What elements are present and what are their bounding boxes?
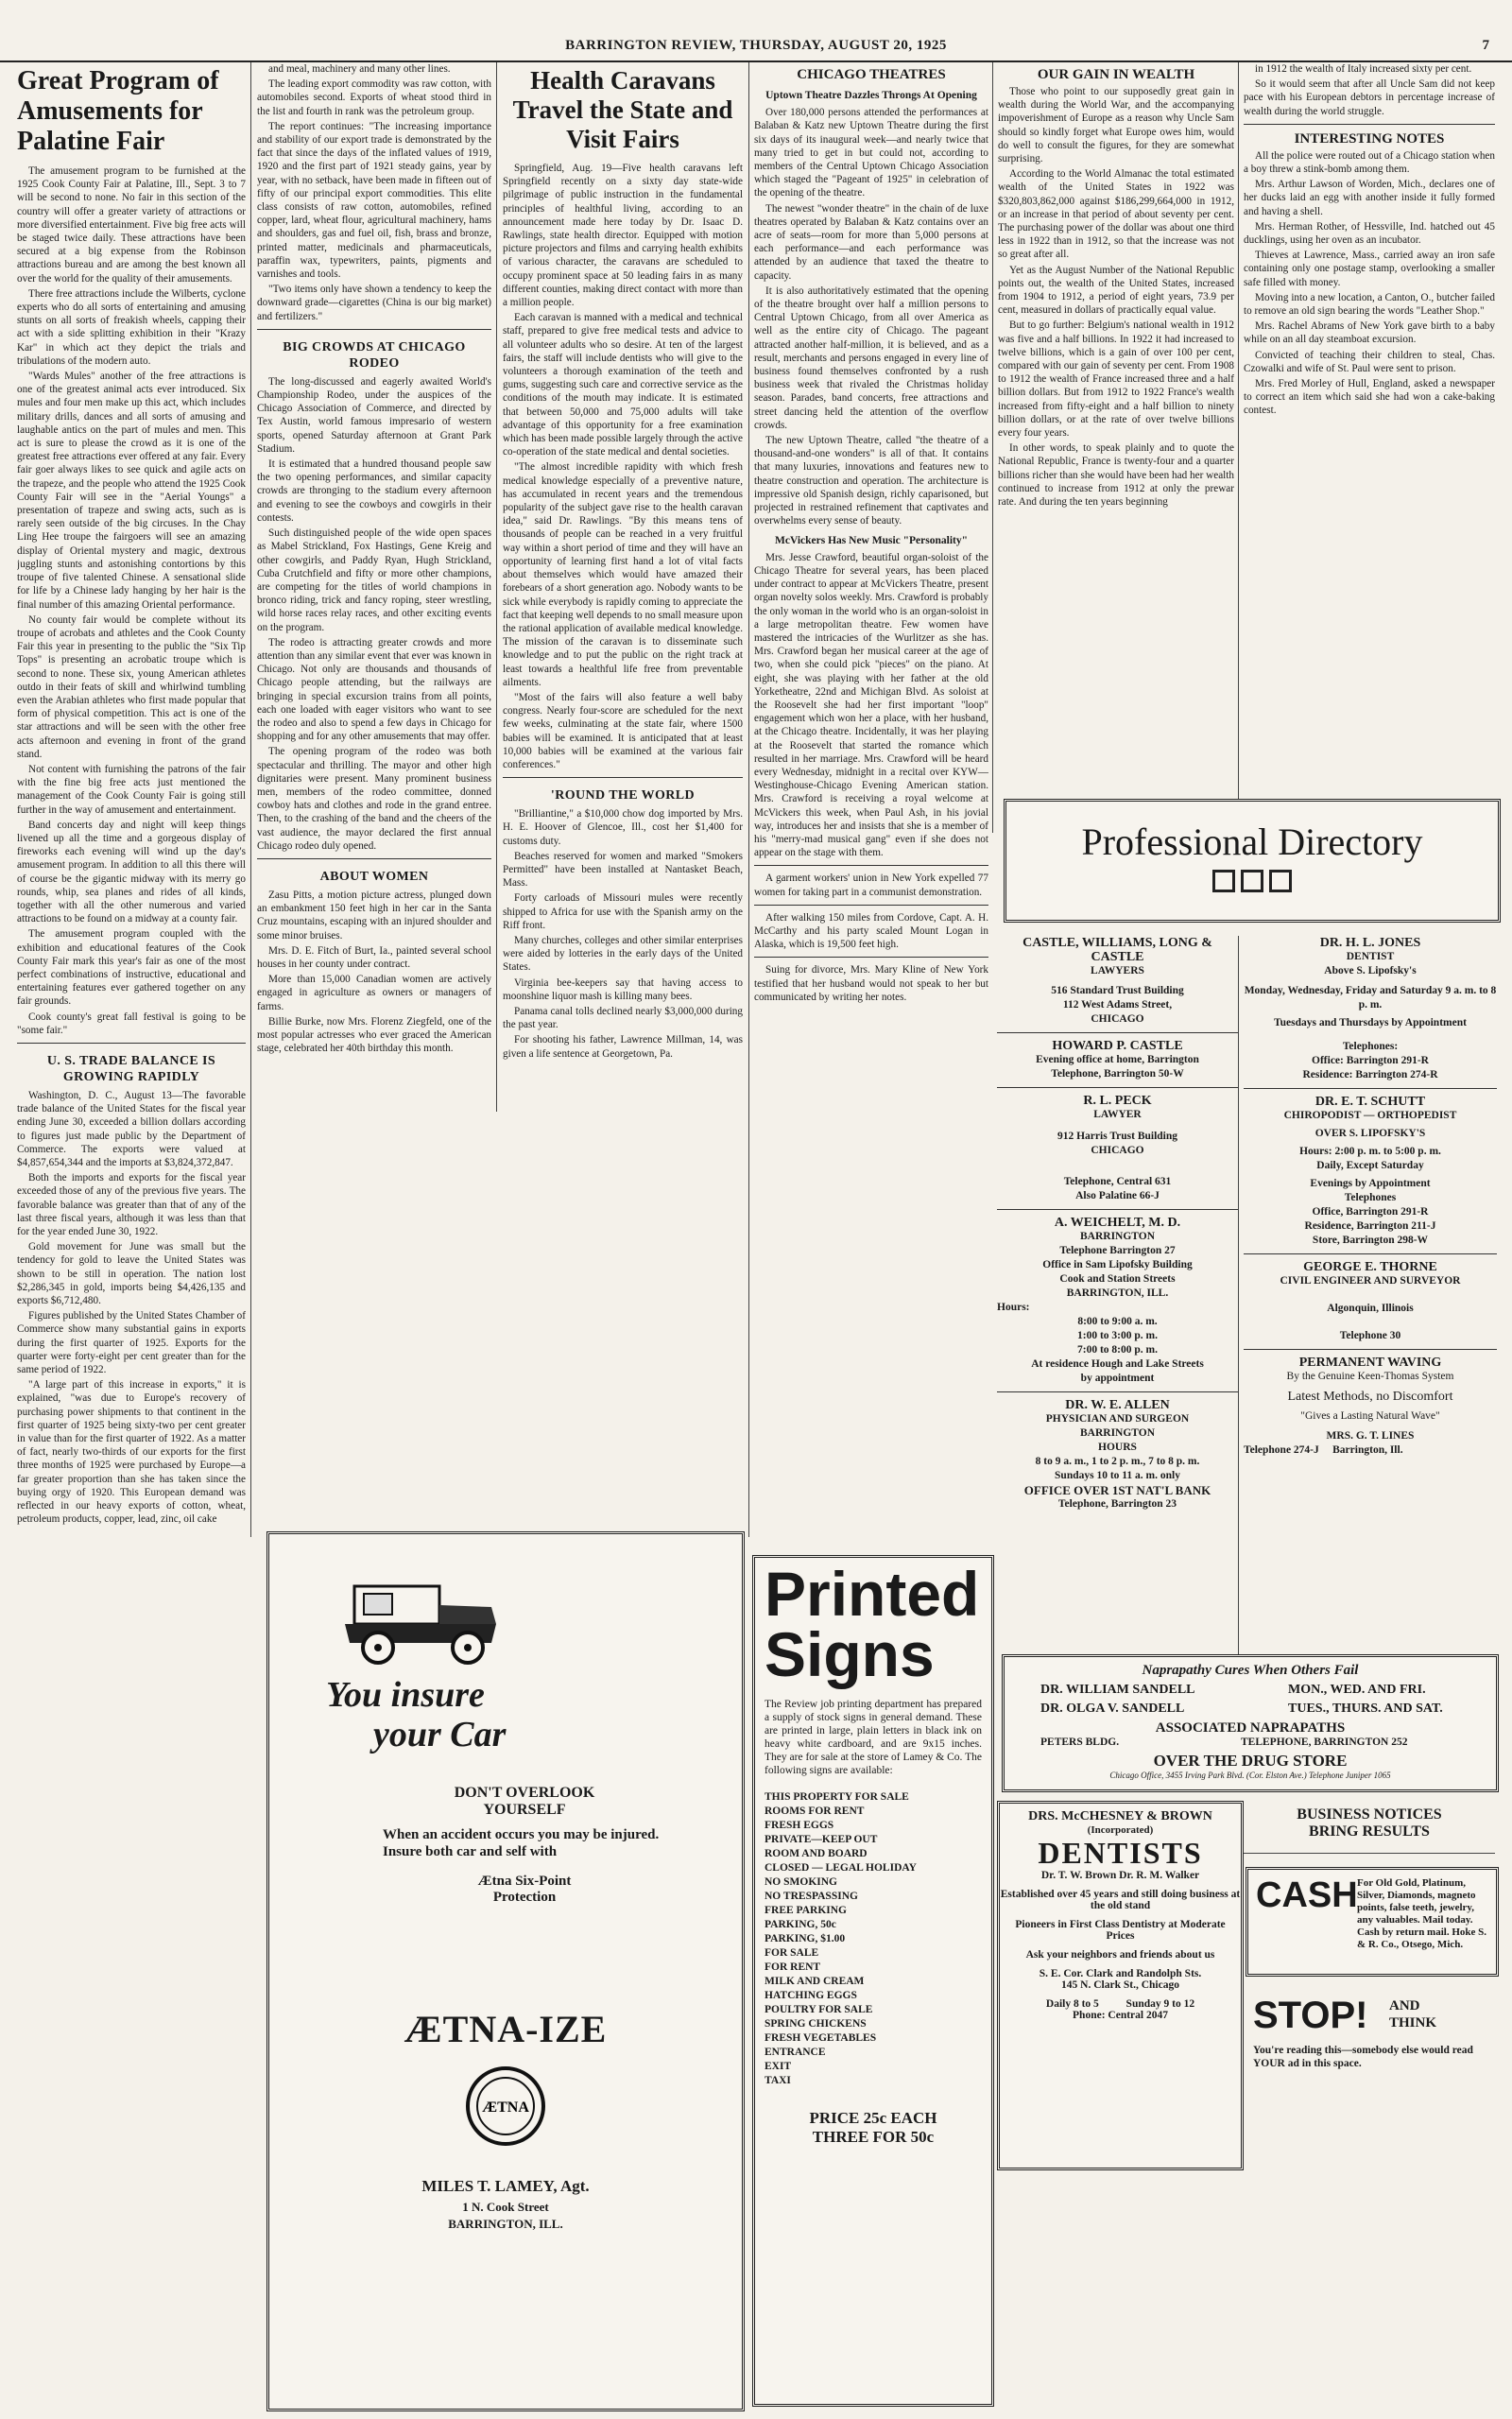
waving-line-3: "Gives a Lasting Natural Wave": [1300, 1410, 1440, 1422]
thorne-telephone: Telephone 30: [1339, 1330, 1401, 1341]
waving-line-2: Latest Methods, no Discomfort: [1287, 1390, 1453, 1404]
paragraph: The new Uptown Theatre, called "the theatre of a thousand-and-one wonders" is all of that. It contains that many luxuries, innovations and features new to theatre construction and operation. The architecture is impressive old Spanish design, richly caparisoned, but projected in restrained refinement that captivates and overwhelms every sense of beauty.: [754, 435, 988, 527]
weichelt-telephone: Telephone Barrington 27: [1059, 1245, 1176, 1256]
schutt-hours: Hours: 2:00 p. m. to 5:00 p. m.: [1299, 1146, 1441, 1157]
aetna-seal-icon: [463, 2064, 548, 2149]
note-item: Mrs. Herman Rother, of Hessville, Ind. hatched out 45 ducklings, using her oven as an incubator.: [1244, 220, 1495, 247]
sign-item: ENTRANCE: [765, 2047, 826, 2058]
paragraph: in 1912 the wealth of Italy increased sixty per cent.: [1255, 63, 1472, 75]
weichelt-hours-2: 1:00 to 3:00 p. m.: [1077, 1330, 1158, 1341]
naprapathy-ad: [1002, 1654, 1499, 1792]
stop-text: You're reading this—somebody else would read YOUR ad in this space.: [1253, 2045, 1473, 2069]
weichelt-residence-1: At residence Hough and Lake Streets: [1031, 1358, 1204, 1370]
peck-telephone-2: Also Palatine 66-J: [1075, 1190, 1160, 1201]
dentists-line-3: Ask your neighbors and friends about us: [1025, 1949, 1215, 1961]
naprapathy-telephone: TELEPHONE, BARRINGTON 252: [1241, 1736, 1408, 1748]
dentists-title: DENTISTS: [1038, 1836, 1203, 1870]
allen-hours-label: HOURS: [1098, 1442, 1137, 1453]
aetna-heading-2: YOURSELF: [483, 1802, 566, 1818]
aetna-product-2: Protection: [492, 1890, 557, 1905]
masthead: [0, 38, 1512, 62]
doctor-1: DR. WILLIAM SANDELL: [1040, 1683, 1195, 1697]
note-item: Mrs. Fred Morley of Hull, England, asked a newspaper to correct an item which said she had won a cake-baking contest.: [1244, 378, 1495, 417]
cash-text: For Old Gold, Platinum, Silver, Diamonds, magneto points, false teeth, jewelry, any valuables. Mail today. Cash by return mail. Hoke S. & R. Co., Otsego, Mich.: [1357, 1877, 1487, 1950]
sign-item: FOR RENT: [765, 1961, 821, 1973]
castle-address-2: 112 West Adams Street,: [1062, 999, 1173, 1011]
rodeo-headline: BIG CROWDS AT CHICAGO RODEO: [283, 339, 466, 371]
dentists-line-7: Phone: Central 2047: [1073, 2010, 1168, 2021]
naprapathy-assoc: ASSOCIATED NAPRAPATHS: [1155, 1720, 1346, 1736]
news-item: After walking 150 miles from Cordove, Capt. A. H. McCarthy and his party scaled Mount Logan in Alaska, which is 19,500 feet high.: [754, 911, 988, 951]
paragraph: Washington, D. C., August 13—The favorable trade balance of the United States for the fiscal year ending June 30, exceeded a billion dollars according to figures just made public by the Department of Commerce. The exports were valued at $4,857,654,344 and the imports at $3,824,372,847.: [17, 1090, 246, 1169]
peck-role: LAWYER: [1093, 1109, 1142, 1120]
paragraph: Mrs. Jesse Crawford, beautiful organ-soloist of the Chicago Theatre for several years, has been placed under contract to appear at McVickers Theatre, present organ novelty solos weekly. Mrs. Crawford is probably the only woman in the world who is an organ-soloist in a large metropolitan theatre. Few women have mastered the intricacies of the Wurlitzer as she has. Mrs. Crawford began her musical career at the age of two, when she could pick "pieces" on the piano. At eight, she was playing with her father at the old Yorketheatre, 22nd and Michigan Blvd. As soloist at the Roosevelt she had her first important "loop" engagement which won her a place, with her husband, at the Chicago theatre. Incidentally, it was her playing at the Roosevelt that started the romance which resulted in her marriage. Mrs. Crawford will be heard every Wednesday, midnight in a recital over KYW—Westinghouse-Chicago Evening American station. Mrs. Crawford is receiving a royal welcome at McVickers this week, when Paul Ash, in his jovial way, introduces her and insists that she is a member of his "merry-mad musical gang" even if she does not appear on the stage with them.: [754, 551, 988, 859]
column-2: [257, 62, 491, 1518]
dentists-line-5: 145 N. Clark St., Chicago: [1061, 1979, 1179, 1991]
sign-item: FRESH EGGS: [765, 1820, 834, 1831]
news-item: A garment workers' union in New York expelled 77 women for taking part in a communist demonstration.: [754, 873, 988, 898]
sign-item: CLOSED — LEGAL HOLIDAY: [765, 1862, 917, 1874]
hp-castle-line-2: Telephone, Barrington 50-W: [1051, 1068, 1184, 1080]
directory-title: Professional Directory: [1081, 821, 1423, 863]
business-notices: [1244, 1801, 1495, 1854]
jones-name: DR. H. L. JONES: [1319, 936, 1421, 950]
jones-office: Office: Barrington 291-R: [1312, 1055, 1429, 1066]
news-item: More than 15,000 Canadian women are actively engaged in agriculture as owners or managers of farms.: [257, 974, 491, 1012]
sign-item: FREE PARKING: [765, 1905, 847, 1916]
divider: [754, 957, 988, 958]
naprapathy-head: Naprapathy Cures When Others Fail: [1142, 1663, 1359, 1678]
signs-title-2: Signs: [765, 1619, 935, 1689]
paragraph: The leading export commodity was raw cotton, with automobiles second. Exports of wheat stood third in the list and fourth in rank was the petroleum group.: [257, 78, 491, 117]
schutt-office: Office, Barrington 291-R: [1312, 1206, 1429, 1218]
notes-headline: INTERESTING NOTES: [1294, 130, 1445, 147]
thorne-name: GEORGE E. THORNE: [1303, 1260, 1437, 1274]
schutt-name: DR. E. T. SCHUTT: [1314, 1095, 1426, 1109]
jones-residence: Residence: Barrington 274-R: [1302, 1069, 1438, 1080]
dentists-line-2: Pioneers in First Class Dentistry at Moderate Prices: [1015, 1919, 1226, 1942]
aetna-address-1: 1 N. Cook Street: [462, 2200, 549, 2214]
aetna-slogan-1: You insure: [326, 1675, 485, 1715]
aetna-slogan-2: your Car: [373, 1715, 507, 1754]
car-illustration: [335, 1567, 506, 1671]
business-line-1: BUSINESS NOTICES: [1297, 1806, 1442, 1823]
jones-address: Above S. Lipofsky's: [1324, 965, 1417, 976]
signs-intro: The Review job printing department has prepared a supply of stock signs in general demand. These are printed in large, plain letters in black ink on heavy white cardboard, and are 9x15 inches. They are for sale at the store of Lamey & Co. The following signs are available:: [765, 1699, 982, 1776]
trade-article: [17, 1089, 246, 1527]
news-item: "Brilliantine," a $10,000 chow dog imported by Mrs. H. E. Hoover of Glencoe, Ill., cost her $1,400 for customs duty.: [503, 808, 743, 847]
doctor-2: DR. OLGA V. SANDELL: [1040, 1702, 1185, 1716]
women-headline: ABOUT WOMEN: [319, 869, 429, 884]
masthead-title: BARRINGTON REVIEW, THURSDAY, AUGUST 20, 1925: [565, 38, 947, 53]
trade-headline: U. S. TRADE BALANCE IS GROWING RAPIDLY: [46, 1054, 216, 1084]
aetna-agent: MILES T. LAMEY, Agt.: [421, 2177, 590, 2195]
stop-think: THINK: [1389, 2015, 1437, 2030]
sign-item: SPRING CHICKENS: [765, 2018, 867, 2030]
note-item: All the police were routed out of a Chicago station when a boy threw a stink-bomb among them.: [1244, 149, 1495, 176]
paragraph: Over 180,000 persons attended the performances at Balaban & Katz new Uptown Theatre during the first six days of its inaugural week—and nearly twice that many tried to get in but could not, according to members of the Central Uptown Chicago Association which staged the "Pageant of 1925" in celebration of the opening of the theatre.: [754, 107, 988, 199]
allen-name: DR. W. E. ALLEN: [1065, 1398, 1170, 1412]
peck-address: 912 Harris Trust Building: [1057, 1131, 1178, 1142]
column-rule: [992, 62, 993, 833]
paragraph: Not content with furnishing the patrons of the fair with the fine big free acts just mentioned the management of the Cook County Fair is going still further in the way of amusement and entertainment.: [17, 763, 246, 816]
naprapathy-store: OVER THE DRUG STORE: [1153, 1752, 1348, 1770]
divider: [997, 1087, 1238, 1088]
schutt-telephones: Telephones: [1344, 1192, 1397, 1203]
sign-item: EXIT: [765, 2061, 792, 2072]
sign-item: NO TRESPASSING: [765, 1891, 858, 1902]
cash-word: CASH: [1256, 1875, 1358, 1915]
jones-days-1: Monday, Wednesday, Friday and Saturday 9 a. m. to 8 p. m.: [1244, 985, 1497, 1011]
paragraph: The report continues: "The increasing importance and stability of our export trade is demonstrated by the fact that since the days of the inflated values of 1919, 1920 and the first part of 1921 steady gains, year by year, with no setback, have been made in fifteen out of fifty of our principal export commodities. This elite class consists of raw cotton, automobiles, refined copper, lard, wheat flour, agricultural machinery, hams and shoulders, gas and fuel oil, fish, brass and bronze, printed matter, medicinals and pharmaceuticals, paraffin wax, typewriters, paints, pigments and varnishes and tools.: [257, 120, 491, 281]
thorne-role: CIVIL ENGINEER AND SURVEYOR: [1280, 1275, 1461, 1287]
paragraph: "The almost incredible rapidity with which fresh medical knowledge especially of a preventive nature, has accumulated in recent years and the tremendous popularity of the subject gave rise to the health caravan idea," said Dr. Rawlings. "By this means tens of thousands of people can be reached in a very fruitful way within a short period of time and they will have an opportunity of learning first hand a lot of vital facts about themselves which would have amazed their forebears of a short generation ago. Nobody wants to be sick while everybody is rapidly coming to appreciate the fact that keeping well depends to no small measure upon the rational application of available medical knowledge. The mission of the caravan is to disseminate such knowledge and to put the public on the right track at least towards a healthful life free from preventable ailments.: [503, 461, 743, 688]
news-item: Billie Burke, now Mrs. Florenz Ziegfeld, one of the most popular actresses who ever graced the American stage, celebrated her 40th birthday this month.: [257, 1015, 491, 1055]
note-item: Convicted of teaching their children to steal, Chas. Czowalki and wife of St. Paul were sent to prison.: [1244, 349, 1495, 374]
aetna-product-1: Ætna Six-Point: [477, 1874, 572, 1889]
naprapathy-building: PETERS BLDG.: [1040, 1736, 1120, 1748]
paragraph: Yet as the August Number of the National Republic points out, the wealth of the United States, increased from 1904 to 1912, a period of eight years, 73.9 per cent, measured in dollars of practically equal value.: [998, 264, 1234, 317]
schutt-residence: Residence, Barrington 211-J: [1304, 1220, 1436, 1232]
weichelt-hours-label: Hours:: [997, 1302, 1030, 1313]
paragraph: Springfield, Aug. 19—Five health caravans left Springfield recently on a sixty day state-wide pilgrimage of public instruction in the fundamental principles of healthful living, according to an announcement made here today by Dr. Isaac D. Rawlings, state health director. Equipped with motion picture projectors and films and carrying health exhibits of various character, the caravans are scheduled to occupy prominent space at 50 leading fairs in as many different counties, making direct contact with more than a million people.: [503, 163, 743, 309]
paragraph: Cook county's great fall festival is going to be "some fair.": [17, 1011, 246, 1036]
weichelt-city: BARRINGTON: [1079, 1231, 1156, 1242]
allen-hours-2: Sundays 10 to 11 a. m. only: [1055, 1470, 1180, 1481]
schutt-evenings: Evenings by Appointment: [1310, 1178, 1431, 1189]
column-rule: [748, 62, 749, 1537]
paragraph: But to go further: Belgium's national wealth in 1912 was five and a half billions. In 1922 it had increased to twelve billions, which is a gain of over 100 per cent, compared with our gain of seventy per cent. From 1908 to 1912 the wealth of France increased three and a half billion dollars. But from 1912 to 1922 France's wealth increased from fifty-eight and a half billion to ninety billion dollars, or at the rate of over twelve billions every four years.: [998, 320, 1234, 440]
stop-and: AND: [1389, 1998, 1420, 2013]
divider: [997, 1391, 1238, 1392]
printed-signs-ad: [752, 1555, 994, 2407]
round-world-headline: 'ROUND THE WORLD: [550, 788, 696, 803]
divider: [257, 329, 491, 330]
sign-item: MILK AND CREAM: [765, 1976, 865, 1987]
sign-item: HATCHING EGGS: [765, 1990, 857, 2001]
aetna-brand: ÆTNA-IZE: [404, 2008, 608, 2050]
allen-office: OFFICE OVER 1ST NAT'L BANK: [1023, 1483, 1211, 1497]
page-number: 7: [1482, 38, 1489, 53]
waving-line-1: By the Genuine Keen-Thomas System: [1286, 1371, 1454, 1382]
paragraph: Gold movement for June was small but the tendency for gold to leave the United States was shown to be still in operation. The nation lost $2,286,345 in gold, imports being $4,426,135 and exports $6,712,480.: [17, 1241, 246, 1307]
hp-castle-name: HOWARD P. CASTLE: [1052, 1039, 1183, 1053]
paragraph: Such distinguished people of the wide open spaces as Mabel Strickland, Fox Hastings, Gene Kreig and other cowgirls, and Paddy Ryan, Hugh Strickland, Cuba Crutchfield and fifty or more other champions, are competing for the titles of world champions in bronco riding, trick and fancy roping, steer wrestling, wild horse races relay races, and other exciting events on the program.: [257, 527, 491, 633]
fair-article: [17, 164, 246, 1037]
directory-left: [997, 936, 1239, 1754]
dentists-inc: (Incorporated): [1087, 1824, 1154, 1836]
paragraph: No county fair would be complete without its troupe of acrobats and athletes and the Cook County Fair this year in presenting to the public the "Six Tip Tops" is presenting an acrobatic troupe which is second to none. These six, young American athletes outdo in their feats of skill and whirlwind tumbling even the Arabian athletes who first made popular that form of physical competition. This act is one of the star attractions and will be seen with the other free acts afternoon and evening in front of the grand stand.: [17, 613, 246, 760]
weichelt-address-3: BARRINGTON, ILL.: [1066, 1287, 1169, 1299]
column-5: [998, 62, 1234, 800]
wealth-headline: OUR GAIN IN WEALTH: [1037, 67, 1195, 82]
sign-item: FOR SALE: [765, 1947, 819, 1959]
uptown-subhead: Uptown Theatre Dazzles Throngs At Opening: [765, 90, 977, 101]
news-item: Many churches, colleges and other similar enterprises were aided by lotteries in the early days of the United States.: [503, 934, 743, 974]
schutt-address: OVER S. LIPOFSKY'S: [1314, 1128, 1426, 1139]
news-item: Virginia bee-keepers say that having access to moonshine liquor mash is killing many bees.: [503, 976, 743, 1002]
divider: [1244, 1349, 1497, 1350]
signs-price-1: PRICE 25c EACH: [809, 2109, 937, 2127]
paragraph: The amusement program to be furnished at the 1925 Cook County Fair at Palatine, Ill., Sept. 3 to 7 will be second to none. No fair in this section of the country will offer a greater variety of attractions or more diversified entertainment. Five big free acts will be staged twice daily. These attractions have been secured at a big expense from the Robinson attractions bureau and are among the best known all over the world for the quality of their amusements.: [17, 165, 246, 285]
divider: [1244, 124, 1495, 125]
peck-name: R. L. PECK: [1083, 1094, 1152, 1108]
sign-item: THIS PROPERTY FOR SALE: [765, 1791, 909, 1803]
dentists-line-4: S. E. Cor. Clark and Randolph Sts.: [1039, 1968, 1202, 1979]
news-item: Forty carloads of Missouri mules were recently shipped to Africa for use with the Spanish army on the Riff front.: [503, 892, 743, 931]
doctor-1-hours: MON., WED. AND FRI.: [1288, 1683, 1426, 1697]
news-item: Beaches reserved for women and marked "Smokers Permitted" have been installed at Nantasket Beach, Mass.: [503, 850, 743, 890]
sign-item: POULTRY FOR SALE: [765, 2004, 873, 2015]
signs-title-1: Printed: [765, 1559, 980, 1629]
waving-line-4: MRS. G. T. LINES: [1326, 1430, 1415, 1442]
allen-role: PHYSICIAN AND SURGEON: [1045, 1413, 1190, 1425]
paragraph: Each caravan is manned with a medical and technical staff, prepared to give free medical tests and advice to all volunteer adults who so desire. At ten of the largest fairs, the staff will include dentists who will give to the volunteers a thorough examination of the teeth and gums, suggesting such care and corrective service as the conditions of the mouth may indicate. It is estimated that between 50,000 and 75,000 adults will take advantage of this opportunity for a free examination which has been made possible largely through the active co-operation of the state medical and dental societies.: [503, 312, 743, 458]
stop-word: STOP!: [1253, 1995, 1368, 2036]
note-item: Moving into a new location, a Canton, O., butcher failed to remove an old sign bearing the words "Leather Shop.": [1244, 291, 1495, 318]
column-rule: [496, 62, 497, 1112]
column-rule: [1238, 62, 1239, 833]
weichelt-address-1: Office in Sam Lipofsky Building: [1042, 1259, 1193, 1270]
weichelt-hours-3: 7:00 to 8:00 p. m.: [1077, 1344, 1158, 1356]
mcvickers-subhead: McVickers Has New Music "Personality": [775, 534, 968, 546]
schutt-role: CHIROPODIST — ORTHOPEDIST: [1283, 1110, 1457, 1121]
divider: [997, 1032, 1238, 1033]
schutt-daily: Daily, Except Saturday: [1316, 1160, 1424, 1171]
news-item: For shooting his father, Lawrence Millman, 14, was given a life sentence at Georgetown, Pa.: [503, 1034, 743, 1060]
allen-hours-1: 8 to 9 a. m., 1 to 2 p. m., 7 to 8 p. m.: [1035, 1456, 1200, 1467]
news-item: Suing for divorce, Mrs. Mary Kline of New York testified that her husband would not speak to her but communicated by writing her notes.: [754, 964, 988, 1003]
paragraph: and meal, machinery and many other lines.: [268, 63, 451, 75]
divider: [754, 865, 988, 866]
thorne-city: Algonquin, Illinois: [1327, 1303, 1414, 1314]
aetna-address-2: BARRINGTON, ILL.: [448, 2217, 563, 2231]
dentists-firm: DRS. McCHESNEY & BROWN: [1028, 1809, 1212, 1823]
business-line-2: BRING RESULTS: [1309, 1823, 1430, 1840]
aetna-body: When an accident occurs you may be injured. Insure both car and self with: [383, 1827, 660, 1859]
directory-ornament: [1006, 870, 1498, 897]
peck-city: CHICAGO: [1091, 1145, 1144, 1156]
aetna-ad: [266, 1531, 745, 2411]
divider: [997, 1209, 1238, 1210]
dentists-names: Dr. T. W. Brown Dr. R. M. Walker: [1040, 1870, 1200, 1881]
note-item: Mrs. Rachel Abrams of New York gave birth to a baby while on an all day steamboat excursion.: [1244, 320, 1495, 346]
paragraph: According to the World Almanac the total estimated wealth of the United States in 1922 was $320,803,862,000 against $186,299,664,000 in 1912, or an increase in that period of about seventy per cent. The purchasing power of the dollar was about one third less in 1922 than in 1912, so that the increase was not so great after all.: [998, 168, 1234, 261]
paragraph: "Most of the fairs will also feature a well baby congress. Nearly four-score are scheduled for the next few weeks, culminating at the state fair, where 1500 babies will be examined. It is anticipated that at least 10,000 babies will be examined at the various fair conferences.": [503, 691, 743, 770]
news-item: Mrs. D. E. Fitch of Burt, Ia., painted several school houses in her county under contract.: [257, 944, 491, 970]
allen-telephone: Telephone, Barrington 23: [1057, 1498, 1177, 1510]
column-4: [754, 62, 988, 1518]
note-item: Thieves at Lawrence, Mass., carried away an iron safe containing only one postage stamp, overlooking a smaller safe filled with money.: [1244, 250, 1495, 288]
schutt-store: Store, Barrington 298-W: [1312, 1235, 1429, 1246]
divider: [257, 858, 491, 859]
castle-role: LAWYERS: [1091, 965, 1144, 976]
column-rule: [250, 62, 251, 1537]
divider: [1244, 1253, 1497, 1254]
aetna-heading-1: DON'T OVERLOOK: [454, 1785, 595, 1801]
divider: [1244, 1088, 1497, 1089]
weichelt-hours-1: 8:00 to 9:00 a. m.: [1077, 1316, 1158, 1327]
square-icon: [1212, 870, 1235, 892]
sign-item: PARKING, $1.00: [765, 1933, 846, 1944]
paragraph: "Two items only have shown a tendency to keep the downward grade—cigarettes (China is our big market) and fertilizers.": [257, 284, 491, 322]
sign-item: NO SMOKING: [765, 1876, 837, 1888]
divider: [503, 777, 743, 778]
paragraph: The newest "wonder theatre" in the chain of de luxe theatres operated by Balaban & Katz contains over an acre of seats—room for more than 5,000 persons at each performance—and each performance was attended by an audience that taxed the theatre to capacity.: [754, 202, 988, 282]
column-6: [1244, 62, 1495, 800]
jones-role: DENTIST: [1346, 951, 1395, 962]
cash-ad: [1246, 1867, 1499, 1977]
square-icon: [1269, 870, 1292, 892]
jones-days-2: Tuesdays and Thursdays by Appointment: [1274, 1017, 1467, 1028]
theatres-headline: CHICAGO THEATRES: [797, 67, 946, 82]
directory-header: [1004, 799, 1501, 923]
news-item: Zasu Pitts, a motion picture actress, plunged down an embankment 150 feet high in her car in the Santa Cruz mountains, escaping with an injured shoulder and some minor bruises.: [257, 889, 491, 942]
sign-item: FRESH VEGETABLES: [765, 2032, 877, 2044]
waving-head: PERMANENT WAVING: [1298, 1356, 1442, 1370]
dentists-ad: [997, 1801, 1244, 2170]
castle-firm-name: CASTLE, WILLIAMS, LONG & CASTLE: [1022, 936, 1212, 964]
paragraph: "A large part of this increase in exports," it is explained, "was due to Europe's recovery of purchasing power shipments to that continent in the first quarter of 1925 being sixty-two per cent greater in value than for the first quarter of 1922. As a matter of fact, nearly two-thirds of our exports for the first three months of 1925 were purchased by Europe—a far greater proportion than she has taken since the buying orgy of 1920. This European demand was reflected in our heavy exports of cotton, wheat, petroleum products, copper, lead, zinc, oil cake: [17, 1379, 246, 1526]
naprapathy-chicago: Chicago Office, 3455 Irving Park Blvd. (Cor. Elston Ave.) Telephone Juniper 1065: [1109, 1771, 1391, 1780]
health-headline: Health Caravans Travel the State and Visit Fairs: [512, 66, 733, 153]
weichelt-address-2: Cook and Station Streets: [1059, 1273, 1176, 1285]
sign-item: ROOMS FOR RENT: [765, 1806, 865, 1817]
paragraph: Figures published by the United States Chamber of Commerce show many substantial gains in exports during the first quarter of 1925. Exports for the quarter were forty-eight per cent greater than for the same period of 1922.: [17, 1310, 246, 1376]
paragraph: Both the imports and exports for the fiscal year exceeded those of any of the previous five years. The favorable balance was greater than that of any of the last three fiscal years, although it was less than that for the year ended June 30, 1922.: [17, 1172, 246, 1238]
paragraph: There free attractions include the Wilberts, cyclone experts who do all sorts of entertaining and amusing stunts on all sorts of freakish wheels, capping their act with a side splitting exhibition in their "Krazy Kar" in which act they depict the trials and tribulations of the modern auto.: [17, 287, 246, 367]
waving-telephone: Telephone 274-J Barrington, Ill.: [1244, 1444, 1403, 1456]
signs-price-2: THREE FOR 50c: [812, 2128, 935, 2146]
square-icon: [1241, 870, 1263, 892]
paragraph: Those who point to our supposedly great gain in wealth during the World War, and the accompanying impoverishment of Europe as a reason why Uncle Sam should so kindly forget what Europe owes him, would do well to consult the figures, for they are somewhat surprising.: [998, 86, 1234, 165]
paragraph: The long-discussed and eagerly awaited World's Championship Rodeo, under the auspices of the Chicago Association of Commerce, and directed by Tex Austin, world famous impresario of western sports, opened Saturday afternoon at Grant Park Stadium.: [257, 375, 491, 455]
divider: [17, 1043, 246, 1044]
castle-address-1: 516 Standard Trust Building: [1051, 985, 1184, 996]
paragraph: It is estimated that a hundred thousand people saw the two opening performances, and similar capacity crowds are thronging to the stadium every afternoon and evening to see the cowboys and cowgirls in their contests.: [257, 458, 491, 524]
sign-item: TAXI: [765, 2075, 791, 2086]
paragraph: So it would seem that after all Uncle Sam did not keep pace with his European debtors in percentage increase of wealth during the world struggle.: [1244, 78, 1495, 117]
column-3: [503, 62, 743, 1518]
divider: [754, 905, 988, 906]
sign-item: ROOM AND BOARD: [765, 1848, 868, 1859]
paragraph: It is also authoritatively estimated that the opening of the theatre brought over half a million persons to Central Uptown Chicago, from all over America as well as the entire city of Chicago. The pageant attracted another half-million, it is believed, and as a result, merchants and persons engaged in every line of business found themselves confronted by a rush business week that rivaled the Christmas holiday season. Parades, band concerts, free attractions and street dancing held the attention of the overflow crowds.: [754, 285, 988, 431]
weichelt-residence-2: by appointment: [1080, 1373, 1155, 1384]
allen-city: BARRINGTON: [1079, 1427, 1156, 1439]
sign-item: PRIVATE—KEEP OUT: [765, 1834, 878, 1845]
paragraph: The amusement program coupled with the exhibition and educational features of the Cook County Fair mark this year's fair as one of the most perfect combinations of instructive, educational and entertaining features ever gathered together on any fair grounds.: [17, 928, 246, 1008]
peck-telephone-1: Telephone, Central 631: [1063, 1176, 1172, 1187]
castle-city: CHICAGO: [1091, 1013, 1144, 1025]
note-item: Mrs. Arthur Lawson of Worden, Mich., declares one of her ducks laid an egg with another inside it fully formed and having a shell.: [1244, 179, 1495, 217]
directory-right: [1244, 936, 1497, 1654]
news-item: Panama canal tolls declined nearly $3,000,000 during the past year.: [503, 1005, 743, 1031]
jones-telephones: Telephones:: [1342, 1041, 1399, 1052]
paragraph: Band concerts day and night will keep things livened up all the time and a gorgeous display of fireworks each evening will wind up the day's amusement program. In addition to all this there will of course be the gigantic midway with its merry go rounds, whip, sea planes and rides of all kinds, together with all the other numerous and varied attractions to be found on a midway at a county fair.: [17, 819, 246, 925]
sign-item: PARKING, 50c: [765, 1919, 836, 1930]
hp-castle-line-1: Evening office at home, Barrington: [1036, 1054, 1199, 1065]
fair-headline: Great Program of Amusements for Palatine Fair: [17, 66, 219, 156]
paragraph: The rodeo is attracting greater crowds and more attention than any similar event that ever was known in Chicago. Not only are thousands and thousands of Chicago people attending, but the railways are bringing in special excursion trains from all points, each one loaded with eager visitors who want to see the rodeo and also to spend a few days in Chicago for shopping and for any other amusements that may offer.: [257, 636, 491, 743]
paragraph: "Wards Mules" another of the free attractions is one of the greatest animal acts ever introduced. Six mules and four men make up this act, which includes military drills, dances and all sorts of amusing and laughable antics on the part of mules and men. This act is sure to please the crowd as it is one of the greatest free attractions ever offered at any fair. Every fair goer always likes to see quick and agile acts on the trapeze, and the people who attend the 1925 Cook County Fair will see in the "Aerial Youngs" a presentation of trapeze and swing acts, such as is rarely seen outside of the big circuses. In the Chay Ling Hee troupe the fairgoers will see an amazing display of Oriental mystery and magic, dextrous juggling stunts and astonishing contortions by this troupe of five talented Chinese. A sensational slide for life by a Chinese lady hanging by her hair is the final number of this amazing Oriental performance.: [17, 371, 246, 611]
paragraph: The opening program of the rodeo was both spectacular and thrilling. The mayor and other high dignitaries were present. Many prominent business men, members of the rodeo committee, donned cowboy hats and clothes and rode in the grand entree. Then, to the crashing of the band and the cheers of the vast audience, the mayor declared the first annual Chicago rodeo duly opened.: [257, 746, 491, 852]
svg-text:ÆTNA: ÆTNA: [482, 2099, 529, 2116]
column-1: [17, 62, 246, 2407]
dentists-line-1: Established over 45 years and still doing business at the old stand: [1000, 1889, 1241, 1911]
signs-list: [765, 1790, 982, 2088]
stop-ad: [1247, 1995, 1495, 2108]
dentists-line-6: Daily 8 to 5 Sunday 9 to 12: [1045, 1998, 1195, 2010]
doctor-2-hours: TUES., THURS. AND SAT.: [1288, 1702, 1443, 1716]
weichelt-name: A. WEICHELT, M. D.: [1054, 1216, 1181, 1230]
paragraph: In other words, to speak plainly and to quote the National Republic, France is twenty-four and a quarter billions richer than she would have been had her wealth continued to increase from 1912 at only the prewar rate. And during the ten years beginning: [998, 442, 1234, 509]
